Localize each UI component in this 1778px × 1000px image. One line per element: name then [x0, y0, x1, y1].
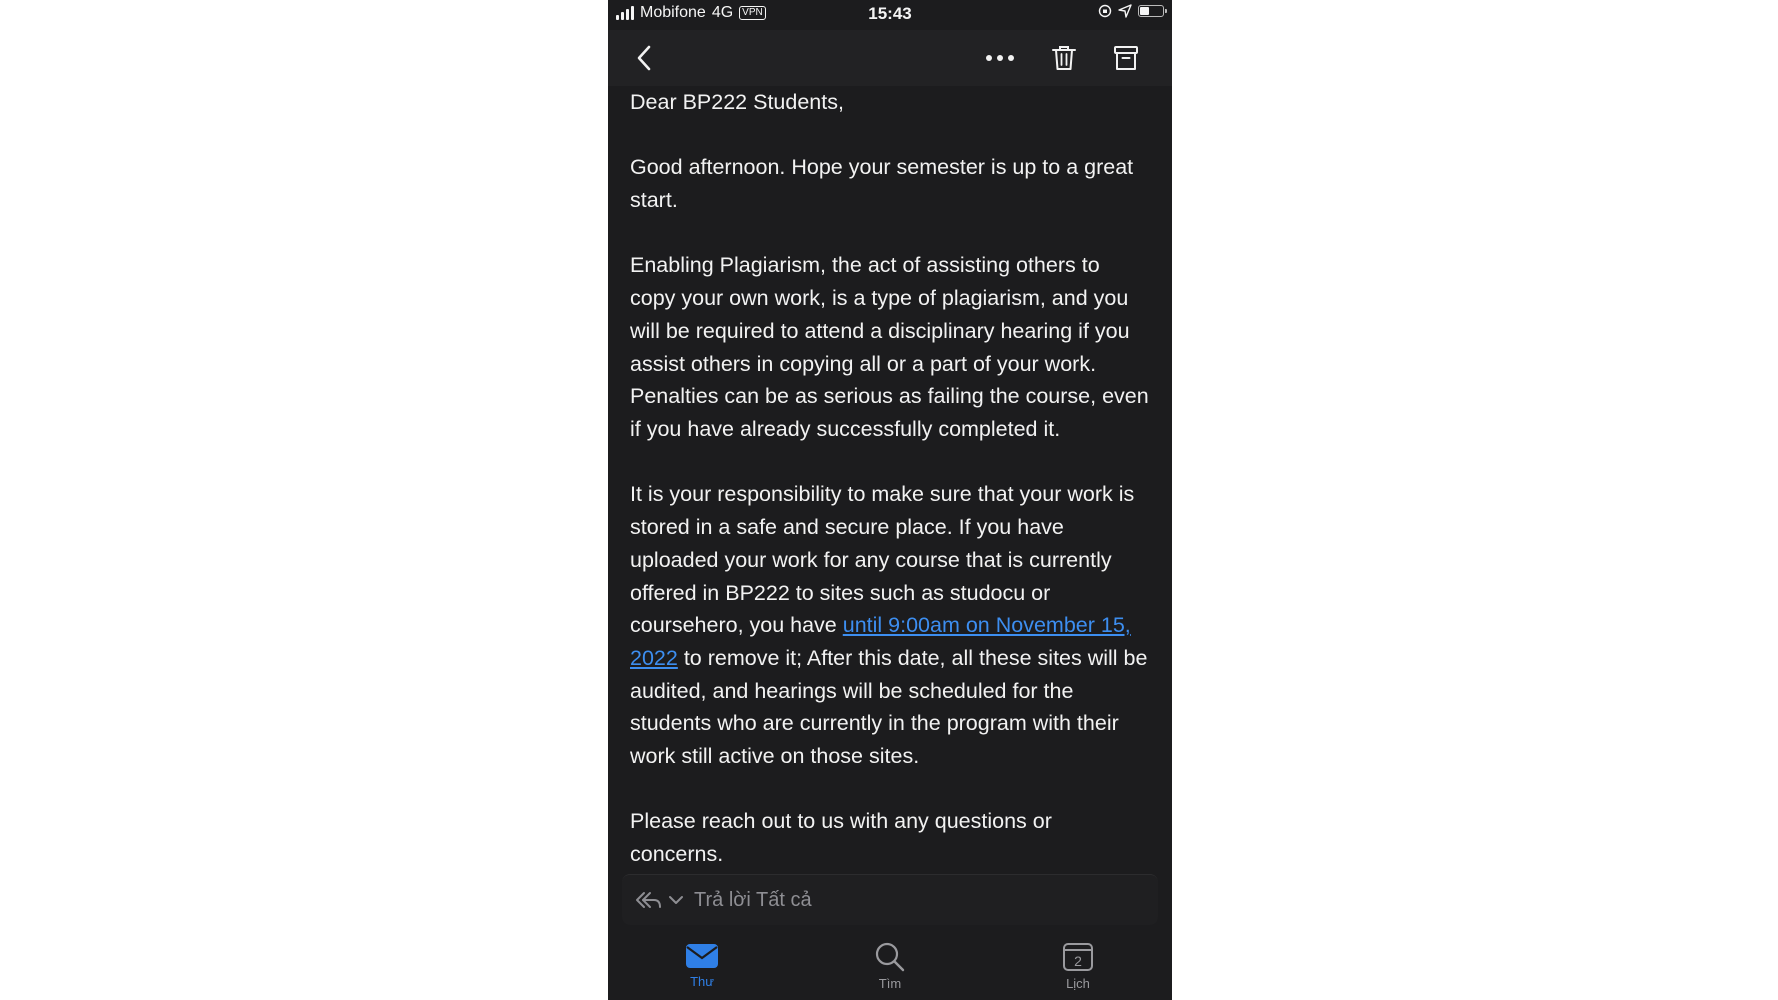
archive-button[interactable] [1108, 40, 1144, 76]
tab-label: Thư [690, 974, 714, 989]
back-button[interactable] [626, 40, 662, 76]
delete-button[interactable] [1046, 40, 1082, 76]
email-toolbar [608, 30, 1172, 86]
deadline-link[interactable]: until 9:00am on November 15, 2022 [630, 613, 1131, 670]
tab-search[interactable] [850, 942, 930, 991]
paragraph-text: to remove it; After this date, all these sites will be audited, and hearings will be scheduled for the students who are currently in the program with their work still active on those sites. [630, 645, 1148, 769]
email-paragraph: Enabling Plagiarism, the act of assisting others to copy your own work, is a type of plagiarism, and you will be required to attend a disciplinary hearing if you assist others in copying all or a part of your work. Penalties can be as serious as failing the course, even if you have already successfully completed it. [630, 253, 1149, 441]
email-paragraph: Good afternoon. Hope your semester is up to a great start. [630, 155, 1134, 213]
phone-screen [608, 0, 1172, 1000]
tab-label: Lịch [1066, 976, 1090, 991]
email-body [630, 86, 1150, 904]
network-type: 4G [711, 4, 734, 21]
paragraph-text: It is your responsibility to make sure that your work is stored in a safe and secure place. If you have uploaded your work for any course that is currently offered in BP222 to sites such as studocu or coursehero, you have [630, 482, 1135, 638]
trash-icon [1051, 44, 1077, 72]
more-icon [984, 53, 1016, 63]
email-paragraph [630, 478, 1150, 772]
calendar-icon [1062, 942, 1094, 972]
back-icon [634, 44, 654, 72]
tab-bar [608, 930, 1172, 1000]
email-greeting: Dear BP222 Students, [630, 90, 844, 114]
tab-label: Tìm [878, 976, 902, 991]
status-bar [608, 0, 1172, 30]
reply-bar[interactable] [622, 874, 1158, 925]
reply-all-input[interactable]: Trả lời Tất cả [694, 888, 812, 911]
orientation-lock-icon [1098, 4, 1112, 18]
archive-icon [1113, 44, 1139, 72]
chevron-down-icon[interactable] [668, 895, 684, 905]
search-icon [874, 942, 906, 972]
status-right [1098, 4, 1164, 18]
email-paragraph: Please reach out to us with any questions or concerns. [630, 809, 1052, 867]
calendar-day: 2 [1074, 953, 1082, 969]
vpn-badge: VPN [739, 6, 766, 20]
tab-calendar[interactable] [1038, 942, 1118, 991]
more-button[interactable] [982, 40, 1018, 76]
carrier-name: Mobifone [640, 4, 706, 21]
location-icon [1118, 4, 1132, 18]
status-time: 15:43 [868, 4, 912, 23]
tab-mail[interactable] [662, 942, 742, 989]
battery-icon [1138, 5, 1164, 17]
mail-icon [685, 942, 719, 970]
reply-all-icon[interactable] [634, 890, 662, 910]
